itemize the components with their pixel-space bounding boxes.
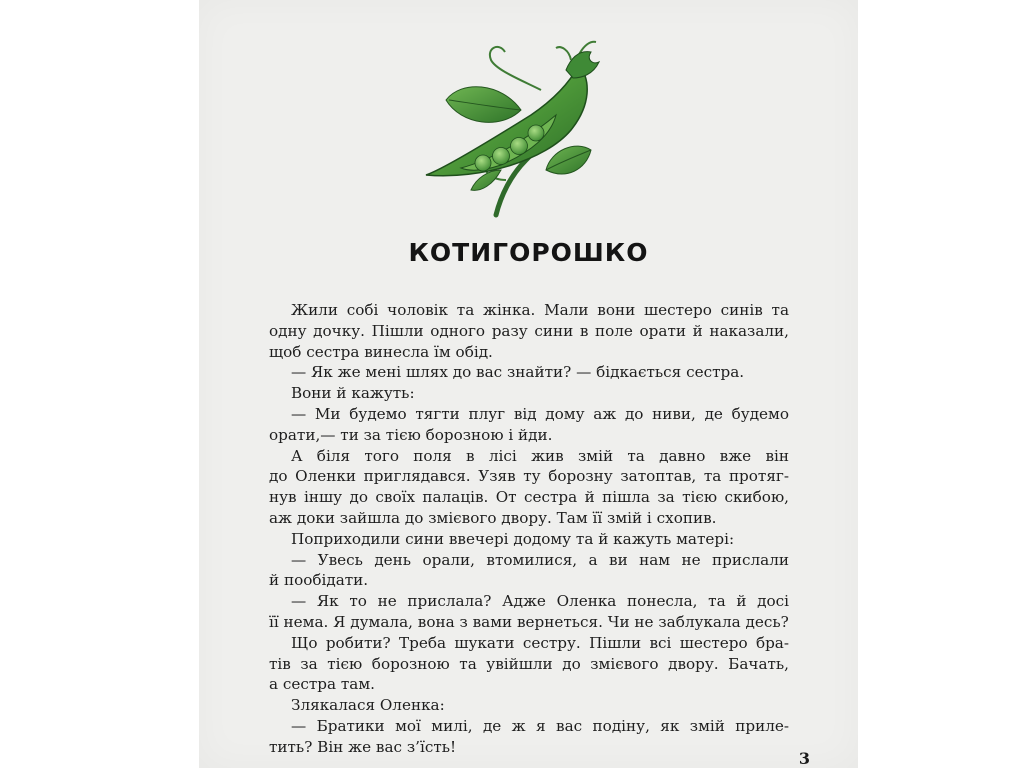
pea-pod-icon	[421, 20, 621, 225]
text-line: тів за тією борозною та увійшли до змієвого двору. Бачать,	[269, 654, 789, 673]
book-page	[199, 0, 858, 768]
text-line: — Братики мої милі, де ж я вас подіну, як змій приле-	[291, 716, 789, 735]
text-line: й пообідати.	[269, 571, 369, 590]
text-line: Вони й кажуть:	[291, 384, 415, 403]
text-line: до Оленки приглядався. Узяв ту борозну затоптав, та протяг-	[269, 467, 789, 486]
text-line: — Увесь день орали, втомилися, а ви нам не прислали	[291, 550, 789, 569]
story-text	[269, 300, 789, 758]
pea-pod-illustration	[421, 20, 621, 225]
text-line: одну дочку. Пішли одного разу сини в поле орати й наказали,	[269, 321, 789, 340]
text-line: а сестра там.	[269, 675, 375, 694]
text-line: нув іншу до своїх палаців. От сестра й пішла за тією скибою,	[269, 488, 789, 507]
text-line: А біля того поля в лісі жив змій та давно вже він	[291, 446, 789, 465]
text-line: тить? Він же вас з’їсть!	[269, 737, 457, 756]
text-line: її нема. Я думала, вона з вами вернеться. Чи не заблукала десь?	[269, 612, 789, 631]
text-line: Злякалася Оленка:	[291, 696, 445, 715]
text-line: Поприходили сини ввечері додому та й кажуть матері:	[291, 529, 735, 548]
text-line: Жили собі чоловік та жінка. Мали вони шестеро синів та	[291, 301, 789, 319]
text-line: — Як же мені шлях до вас знайти? — бідкається сестра.	[291, 363, 745, 382]
story-title: КОТИГОРОШКО	[408, 238, 649, 267]
text-line: аж доки зайшла до змієвого двору. Там її змій і схопив.	[269, 508, 717, 527]
text-line: орати,— ти за тією борозною і йди.	[269, 425, 553, 444]
text-line: — Ми будемо тягти плуг від дому аж до ниви, де будемо	[291, 404, 789, 423]
text-line: Що робити? Треба шукати сестру. Пішли всі шестеро бра-	[291, 633, 789, 652]
text-line: — Як то не прислала? Адже Оленка понесла, та й досі	[291, 592, 789, 611]
text-line: щоб сестра винесла їм обід.	[269, 342, 493, 361]
page-number: 3	[798, 749, 810, 768]
